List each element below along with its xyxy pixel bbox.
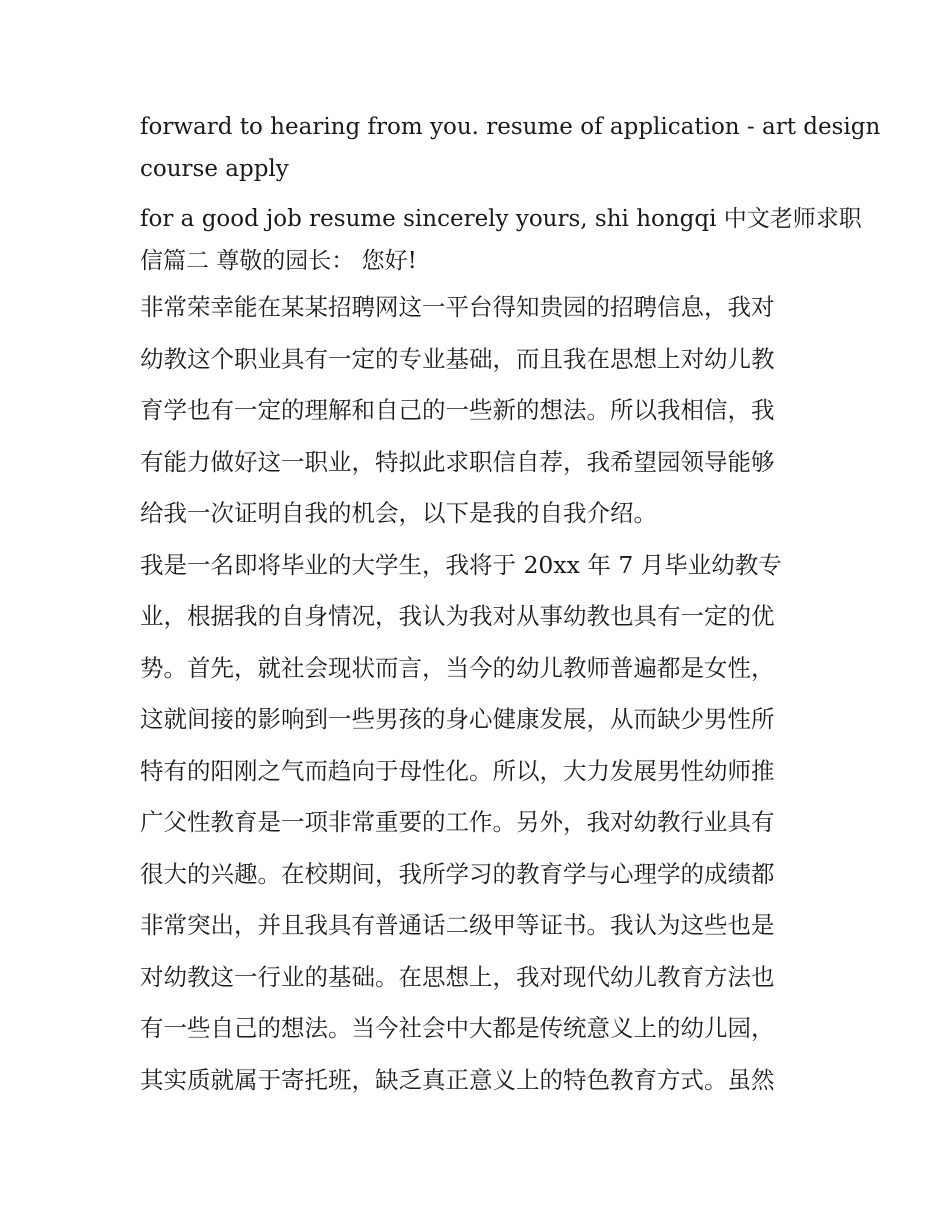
text-line: 这就间接的影响到一些男孩的身心健康发展，从而缺少男性所: [140, 705, 775, 733]
text-line: 给我一次证明自我的机会，以下是我的自我介绍。: [140, 499, 657, 527]
letter-body: [140, 282, 820, 1106]
text-line: 很大的兴趣。在校期间，我所学习的教育学与心理学的成绩都: [140, 859, 775, 888]
text-line: 非常突出，并且我具有普通话二级甲等证书。我认为这些也是: [140, 911, 775, 939]
document-body: [140, 106, 881, 1106]
text-line: 育学也有一定的理解和自己的一些新的想法。所以我相信，我: [140, 396, 775, 424]
text-line: 幼教这个职业具有一定的专业基础，而且我在思想上对幼儿教: [140, 344, 775, 373]
text-line: for a good job resume sincerely yours, shi hongqi 中文老师求职: [140, 206, 862, 232]
text-line: 非常荣幸能在某某招聘网这一平台得知贵园的招聘信息，我对: [140, 293, 775, 321]
intro-paragraph: [140, 106, 881, 282]
text-line: 势。首先，就社会现状而言，当今的幼儿教师普遍都是女性，: [140, 653, 775, 682]
text-line: forward to hearing from you. resume of application - art design: [140, 114, 881, 140]
text-line: 特有的阳刚之气而趋向于母性化。所以，大力发展男性幼师推: [140, 756, 775, 785]
text-line: course apply: [140, 156, 289, 182]
text-line: 对幼教这一行业的基础。在思想上，我对现代幼儿教育方法也: [140, 962, 775, 991]
text-line: 其实质就属于寄托班，缺乏真正意义上的特色教育方式。虽然: [140, 1065, 775, 1094]
text-line: 业，根据我的自身情况，我认为我对从事幼教也具有一定的优: [140, 602, 775, 630]
text-line: 我是一名即将毕业的大学生，我将于 20xx 年 7 月毕业幼教专: [140, 550, 782, 579]
text-line: 广父性教育是一项非常重要的工作。另外，我对幼教行业具有: [140, 808, 775, 836]
text-line: 信篇二 尊敬的园长： 您好!: [140, 248, 417, 274]
text-line: 有能力做好这一职业，特拟此求职信自荐，我希望园领导能够: [140, 447, 775, 476]
text-line: 有一些自己的想法。当今社会中大都是传统意义上的幼儿园，: [140, 1014, 775, 1042]
